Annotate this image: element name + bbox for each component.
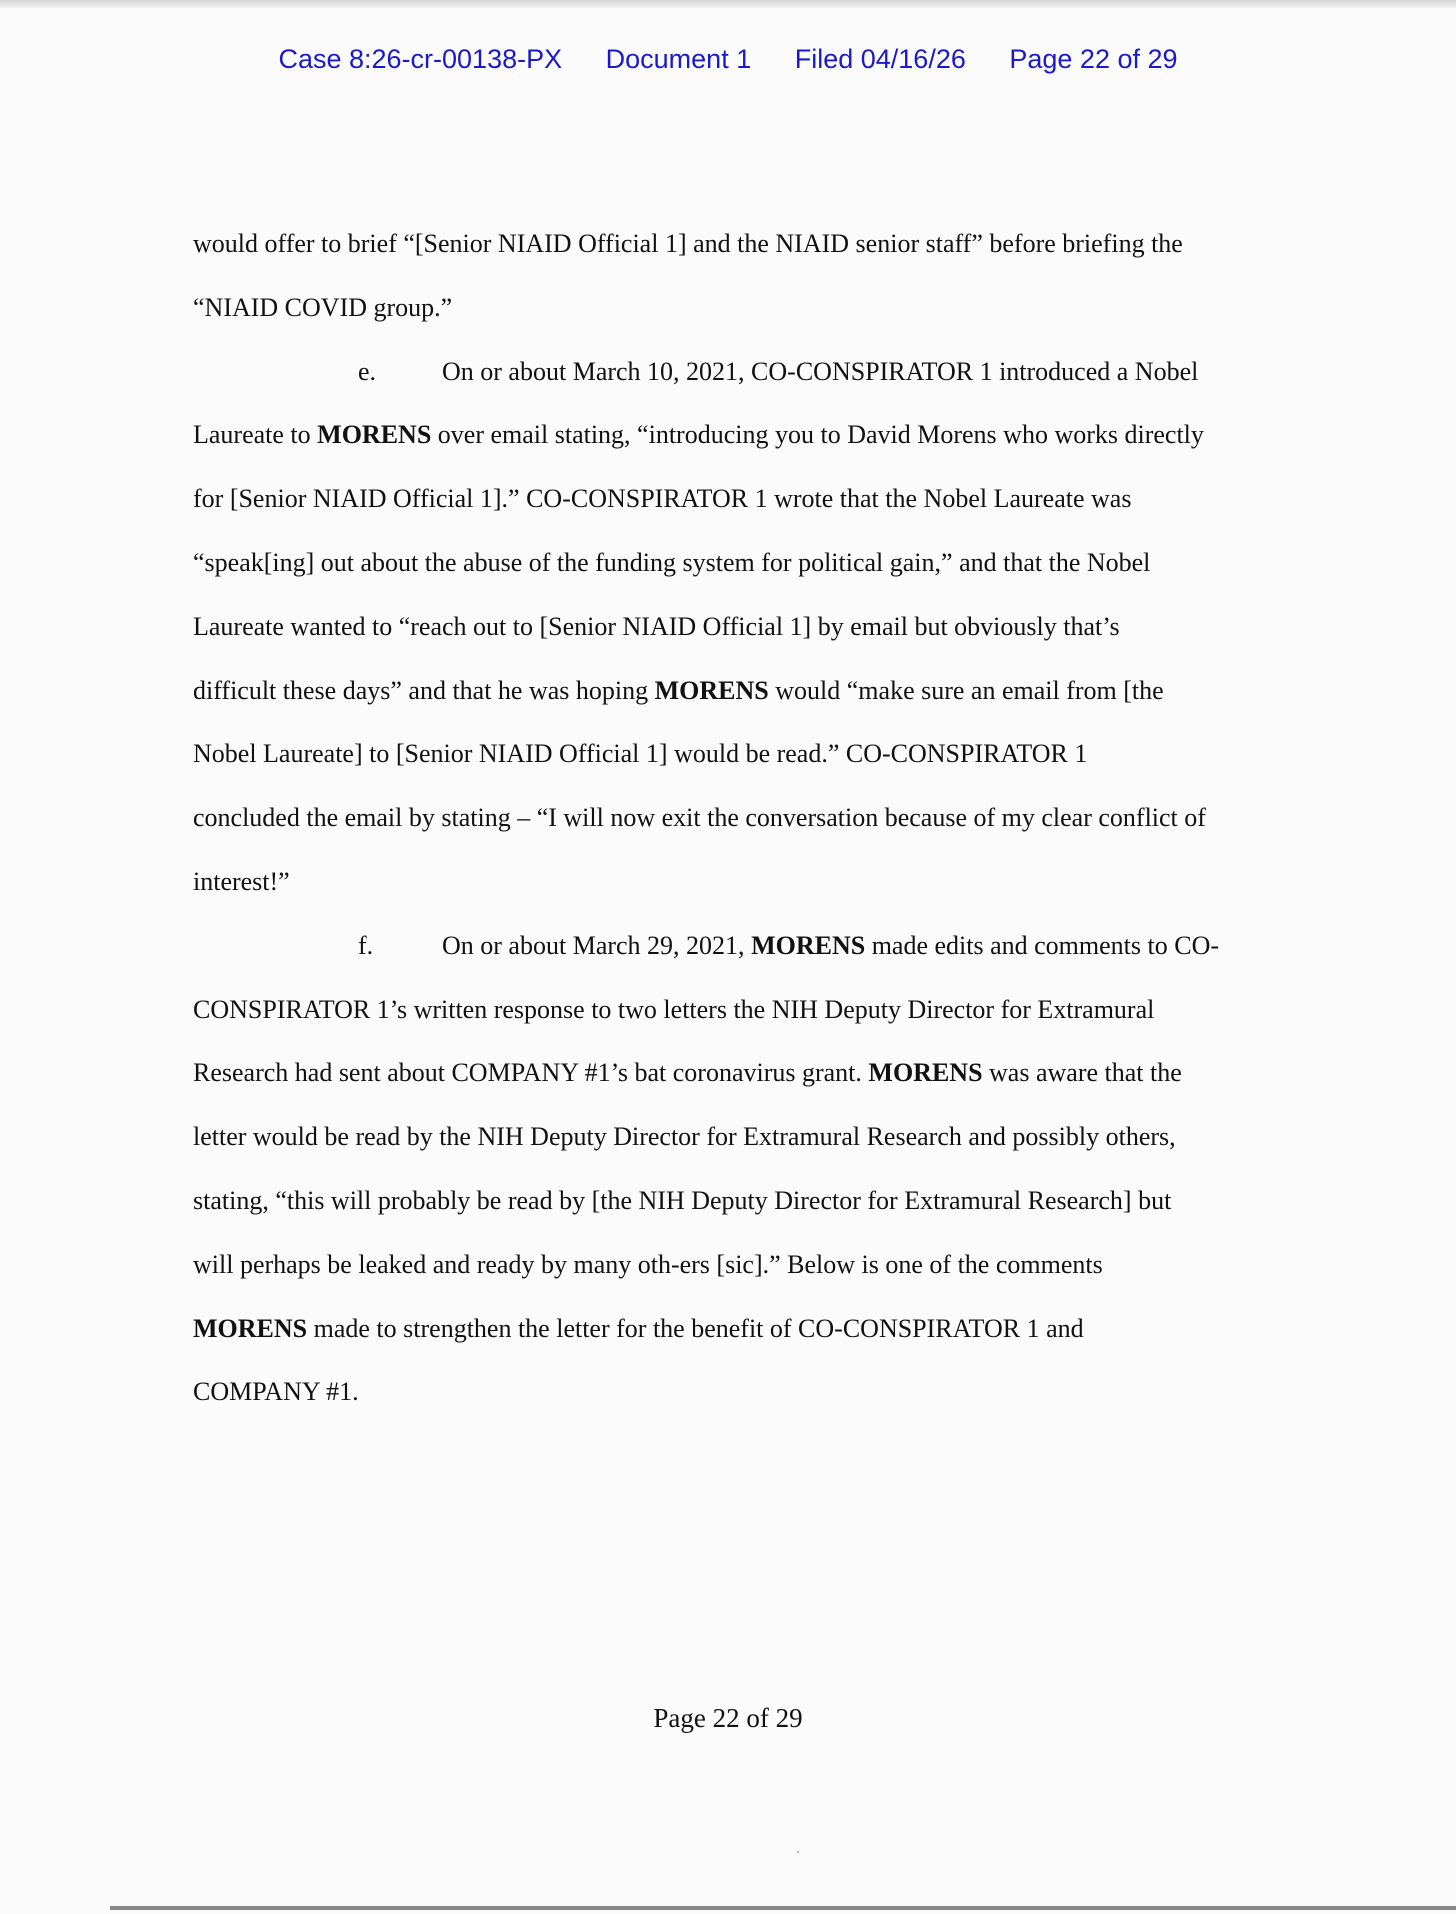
defendant-name: MORENS bbox=[654, 675, 769, 705]
text-segment: Research had sent about COMPANY #1’s bat coronavirus grant. bbox=[193, 1058, 869, 1088]
document-body bbox=[193, 212, 1273, 1424]
page-footer: Page 22 of 29 bbox=[653, 1703, 803, 1733]
text-line: letter would be read by the NIH Deputy Director for Extramural Research and possibly others, bbox=[193, 1122, 1176, 1152]
text-line: for [Senior NIAID Official 1].” CO-CONSPIRATOR 1 wrote that the Nobel Laureate was bbox=[193, 484, 1132, 514]
scan-top-edge bbox=[0, 0, 1456, 8]
text-segment: was aware that the bbox=[982, 1058, 1182, 1088]
paragraph-e-first-line bbox=[193, 340, 1273, 404]
text-line bbox=[193, 659, 1273, 723]
paragraph-marker-f: f. bbox=[358, 930, 374, 960]
text-line: would offer to brief “[Senior NIAID Official 1] and the NIAID senior staff” before briefing the bbox=[193, 229, 1183, 258]
text-line: “NIAID COVID group.” bbox=[193, 292, 453, 322]
text-segment: On or about March 10, 2021, CO-CONSPIRATOR 1 introduced a Nobel bbox=[442, 356, 1199, 386]
scan-bottom-edge bbox=[110, 1906, 1456, 1910]
text-line: stating, “this will probably be read by [the NIH Deputy Director for Extramural Research] but bbox=[193, 1185, 1172, 1215]
text-line: Laureate wanted to “reach out to [Senior NIAID Official 1] by email but obviously that’s bbox=[193, 611, 1120, 641]
defendant-name: MORENS bbox=[868, 1058, 983, 1088]
ecf-header bbox=[0, 44, 1456, 75]
text-segment: over email stating, “introducing you to David Morens who works directly bbox=[431, 420, 1204, 450]
text-segment: would “make sure an email from [the bbox=[768, 675, 1164, 705]
text-line bbox=[193, 403, 1273, 467]
paragraph-f-first-line bbox=[193, 914, 1273, 978]
text-line: Nobel Laureate] to [Senior NIAID Official 1] would be read.” CO-CONSPIRATOR 1 bbox=[193, 739, 1088, 769]
text-line bbox=[193, 1297, 1273, 1361]
defendant-name: MORENS bbox=[751, 930, 866, 960]
text-segment: difficult these days” and that he was hoping bbox=[193, 675, 655, 705]
text-segment: On or about March 29, 2021, bbox=[442, 930, 752, 960]
text-segment: made edits and comments to CO- bbox=[865, 930, 1220, 960]
document-number: Document 1 bbox=[605, 44, 752, 74]
defendant-name: MORENS bbox=[317, 420, 432, 450]
paragraph-marker-e: e. bbox=[358, 356, 377, 386]
case-number: Case 8:26-cr-00138-PX bbox=[278, 44, 563, 74]
text-line: CONSPIRATOR 1’s written response to two letters the NIH Deputy Director for Extramural bbox=[193, 994, 1155, 1024]
text-line: interest!” bbox=[193, 866, 290, 896]
text-line: will perhaps be leaked and ready by many oth-ers [sic].” Below is one of the comments bbox=[193, 1249, 1103, 1279]
text-segment: Laureate to bbox=[193, 420, 318, 450]
text-line: concluded the email by stating – “I will now exit the conversation because of my clear conflict of bbox=[193, 803, 1206, 833]
text-segment: made to strengthen the letter for the benefit of CO-CONSPIRATOR 1 and bbox=[307, 1313, 1084, 1343]
text-line: “speak[ing] out about the abuse of the funding system for political gain,” and that the Nobel bbox=[193, 547, 1151, 577]
defendant-name: MORENS bbox=[193, 1313, 308, 1343]
scan-speck bbox=[797, 1851, 799, 1853]
filed-date: Filed 04/16/26 bbox=[794, 44, 966, 74]
text-line: COMPANY #1. bbox=[193, 1377, 359, 1407]
text-line bbox=[193, 1041, 1273, 1105]
header-page-number: Page 22 of 29 bbox=[1009, 44, 1178, 74]
